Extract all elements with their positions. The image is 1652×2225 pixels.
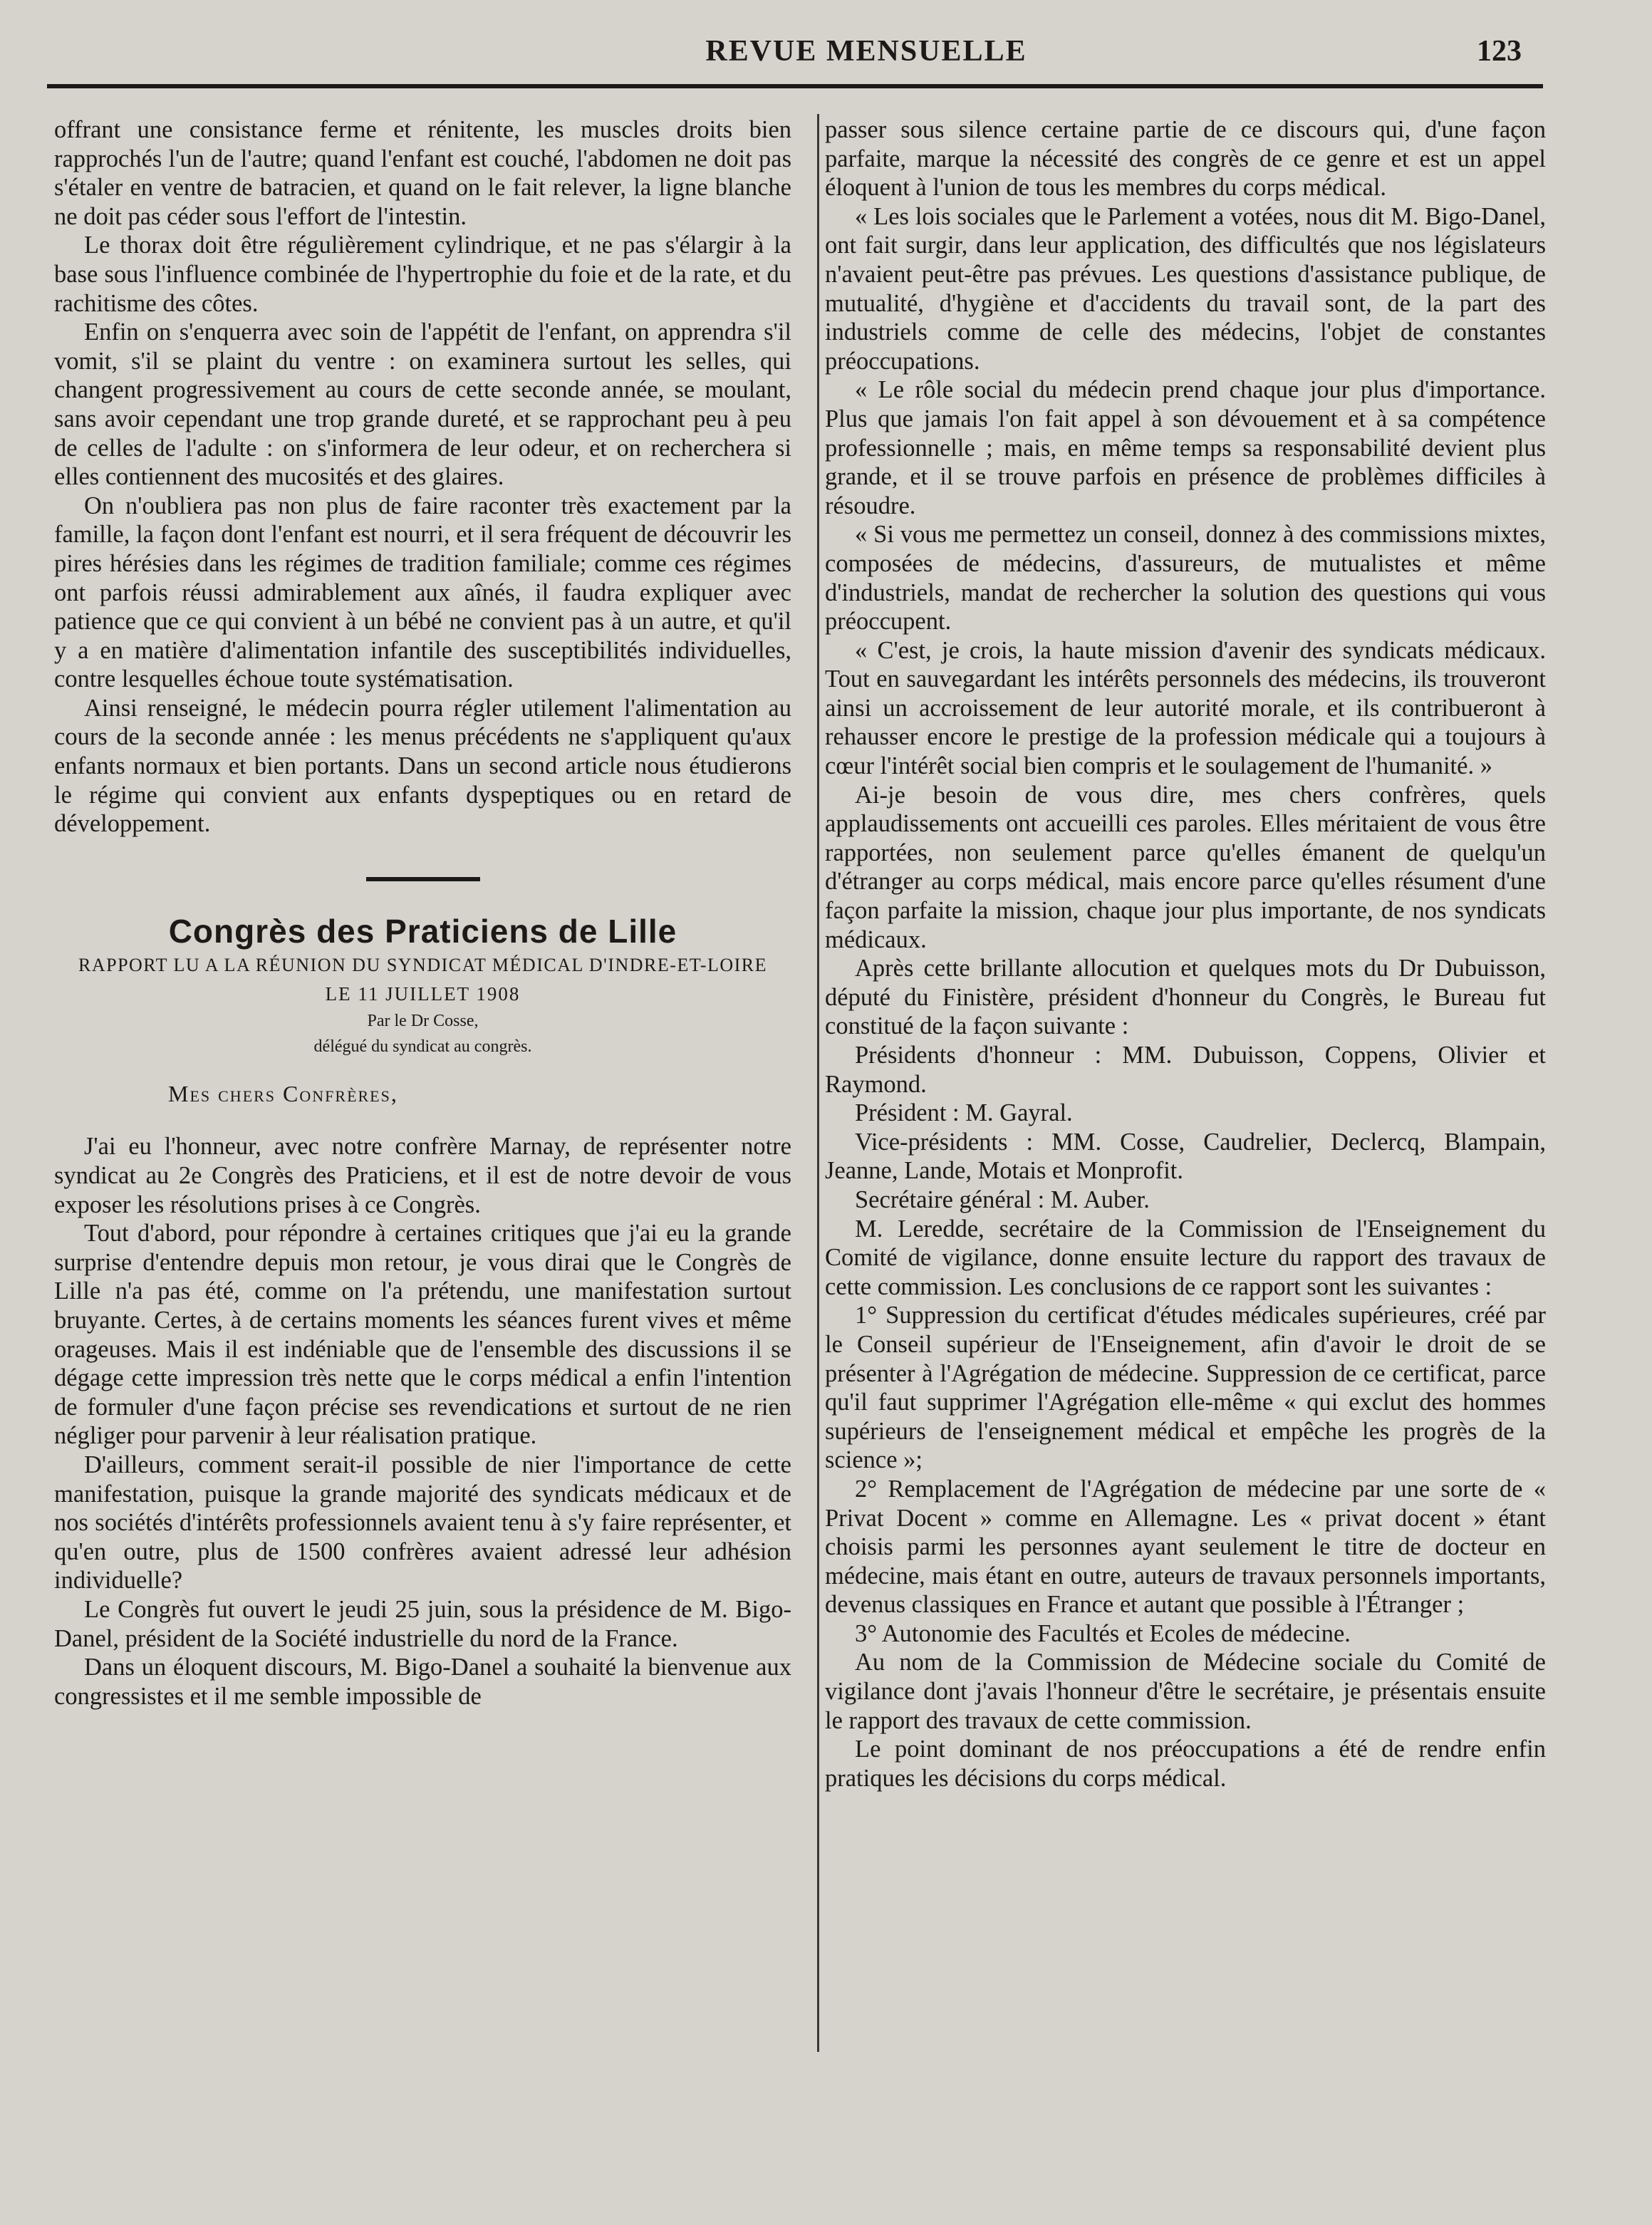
- paragraph: « C'est, je crois, la haute mission d'avenir des syndicats médicaux. Tout en sauvegardant les intérêts personnels des médecins, ils trouveront ainsi un accroissement de leur autorité morale, et ils contribueront à rehausser encore le prestige de la profession médicale qui a toujours à cœur l'intérêt social bien compris et le soulagement de l'humanité. »: [825, 636, 1546, 780]
- running-header: [47, 34, 1543, 77]
- article-separator: [366, 877, 480, 881]
- paragraph: « Si vous me permettez un conseil, donnez à des commissions mixtes, composées de médecins, d'assureurs, de mutualistes et même d'industriels, mandat de rechercher la solution des questions qui vous préoccupent.: [825, 521, 1546, 636]
- paragraph: M. Leredde, secrétaire de la Commission de l'Enseignement du Comité de vigilance, donne ensuite lecture du rapport des travaux de cette commission. Les conclusions de ce rapport sont les suivantes :: [825, 1215, 1546, 1300]
- paragraph: J'ai eu l'honneur, avec notre confrère Marnay, de représenter notre syndicat au 2e Congrès des Praticiens, et il est de notre devoir de vous exposer les résolutions prises à ce Congrès.: [54, 1133, 791, 1218]
- paragraph: offrant une consistance ferme et rénitente, les muscles droits bien rapprochés l'un de l'autre; quand l'enfant est couché, l'abdomen ne doit pas s'étaler en ventre de batracien, et quand on le fait relever, la ligne blanche ne doit pas céder sous l'effort de l'intestin.: [54, 116, 791, 230]
- paragraph: Le thorax doit être régulièrement cylindrique, et ne pas s'élargir à la base sous l'influence combinée de l'hypertrophie du foie et de la rate, et du rachitisme des côtes.: [54, 232, 791, 317]
- paragraph: « Les lois sociales que le Parlement a votées, nous dit M. Bigo-Danel, ont fait surgir, dans leur application, des difficultés que nos législateurs n'avaient peut-être pas prévues. Les questions d'assistance publique, de mutualité, d'hygiène et d'accidents du travail sont, de la part des industriels comme de celle des médecins, l'objet de constantes préoccupations.: [825, 202, 1546, 375]
- paragraph: Le Congrès fut ouvert le jeudi 25 juin, sous la présidence de M. Bigo-Danel, président de la Société industrielle du nord de la France.: [54, 1595, 791, 1652]
- paragraph: Dans un éloquent discours, M. Bigo-Danel a souhaité la bienvenue aux congressistes et il me semble impossible de: [54, 1654, 791, 1710]
- paragraph: D'ailleurs, comment serait-il possible de nier l'importance de cette manifestation, puisque la grande majorité des syndicats médicaux et de nos sociétés d'intérêts professionnels avaient tenu à s'y faire représenter, et qu'en outre, plus de 1500 confrères avaient adressé leur adhésion individuelle?: [54, 1451, 791, 1594]
- paragraph: Après cette brillante allocution et quelques mots du Dr Dubuisson, député du Finistère, président d'honneur du Congrès, le Bureau fut constitué de la façon suivante :: [825, 955, 1546, 1040]
- paragraph: Ai-je besoin de vous dire, mes chers confrères, quels applaudissements ont accueilli ces paroles. Elles méritaient de vous être rapportées, non seulement parce qu'elles émanent de quelqu'un d'étranger au corps médical, mais encore parce qu'elles résument d'une façon parfaite la mission, chaque jour plus importante, de nos syndicats médicaux.: [825, 781, 1546, 953]
- bureau-secretary: Secrétaire général : M. Auber.: [855, 1186, 1150, 1213]
- article-subtitle: RAPPORT LU A LA RÉUNION DU SYNDICAT MÉDICAL D'INDRE-ET-LOIRE: [78, 954, 768, 975]
- paragraph: « Le rôle social du médecin prend chaque jour plus d'importance. Plus que jamais l'on fait appel à son dévouement et à sa compétence professionnelle ; mais, en même temps sa responsabilité devient plus grande, et il se trouve parfois en présence de problèmes difficiles à résoudre.: [825, 376, 1546, 519]
- left-column: [54, 115, 791, 1711]
- conclusion-item: 3° Autonomie des Facultés et Ecoles de médecine.: [855, 1619, 1351, 1647]
- paragraph: Enfin on s'enquerra avec soin de l'appétit de l'enfant, on apprendra s'il vomit, s'il se plaint du ventre : on examinera surtout les selles, qui changent progressivement au cours de cette seconde année, se moulant, sans avoir cependant une trop grande dureté, et se rapprochant peu à peu de celles de l'adulte : on s'informera de leur odeur, et on recherchera si elles contiennent des mucosités et des glaires.: [54, 318, 791, 491]
- header-rule: [47, 84, 1543, 88]
- conclusion-item: 1° Suppression du certificat d'études médicales supérieures, créé par le Conseil supérieur de l'Enseignement, afin d'avoir le droit de se présenter à l'Agrégation de médecine. Suppression de ce certificat, parce qu'il faut supprimer l'Agrégation elle-même « qui exclut des hommes supérieurs de l'enseignement médical et empêche les progrès de la science »;: [825, 1302, 1546, 1474]
- paragraph: Tout d'abord, pour répondre à certaines critiques que j'ai eu la grande surprise d'entendre depuis mon retour, je vous dirai que le Congrès de Lille n'a pas été, comme on l'a prétendu, une manifestation surtout bruyante. Certes, à de certains moments les séances furent vives et même orageuses. Mais il est indéniable que de l'ensemble des discussions il se dégage cette impression très nette que le corps médical a enfin l'intention de formuler d'une façon précise ses revendications et surtout de ne rien négliger pour parvenir à leur réalisation pratique.: [54, 1220, 791, 1450]
- column-divider: [817, 114, 819, 2052]
- journal-title: REVUE MENSUELLE: [705, 35, 1027, 68]
- article-author-role: délégué du syndicat au congrès.: [313, 1037, 532, 1056]
- right-column: [825, 115, 1546, 1793]
- paragraph: On n'oubliera pas non plus de faire raconter très exactement par la famille, la façon dont l'enfant est nourri, et il sera fréquent de découvrir les pires hérésies dans les régimes de tradition familiale; comme ces régimes ont parfois réussi admirablement aux aînés, il faudra expliquer avec patience que ce qui convient à un bébé ne convient pas à un autre, et qu'il y a en matière d'alimentation infantile des susceptibilités individuelles, contre lesquelles échoue toute systématisation.: [54, 492, 791, 693]
- bureau-president: Président : M. Gayral.: [855, 1099, 1073, 1127]
- paragraph: Au nom de la Commission de Médecine sociale du Comité de vigilance dont j'avais l'honneur d'être le secrétaire, je présentais ensuite le rapport des travaux de cette commission.: [825, 1649, 1546, 1734]
- article-author: Par le Dr Cosse,: [367, 1011, 479, 1030]
- paragraph: Le point dominant de nos préoccupations a été de rendre enfin pratiques les décisions du corps médical.: [825, 1736, 1546, 1792]
- bureau-honorary-presidents: Présidents d'honneur : MM. Dubuisson, Coppens, Olivier et Raymond.: [825, 1042, 1546, 1098]
- page-number: 123: [1477, 35, 1522, 68]
- paragraph: passer sous silence certaine partie de ce discours qui, d'une façon parfaite, marque la nécessité des congrès de ce genre et est un appel éloquent à l'union de tous les membres du corps médical.: [825, 116, 1546, 202]
- paragraph: Ainsi renseigné, le médecin pourra régler utilement l'alimentation au cours de la seconde année : les menus précédents ne s'appliquent qu'aux enfants normaux et bien portants. Dans un second article nous étudierons le régime qui convient aux enfants dyspeptiques ou en retard de développement.: [54, 694, 791, 838]
- salutation: Mes chers Confrères,: [168, 1080, 398, 1106]
- article-title: Congrès des Praticiens de Lille: [168, 912, 677, 950]
- article-date: LE 11 JUILLET 1908: [325, 982, 521, 1005]
- conclusion-item: 2° Remplacement de l'Agrégation de médecine par une sorte de « Privat Docent » comme en Allemagne. Les « privat docent » étant choisis parmi les personnes ayant seulement le titre de docteur en médecine, mais étant en outre, auteurs de travaux personnels importants, devenus classiques en France et autant que possible à l'Étranger ;: [825, 1475, 1546, 1619]
- bureau-vice-presidents: Vice-présidents : MM. Cosse, Caudrelier, Declercq, Blampain, Jeanne, Lande, Motais et Monprofit.: [825, 1128, 1546, 1185]
